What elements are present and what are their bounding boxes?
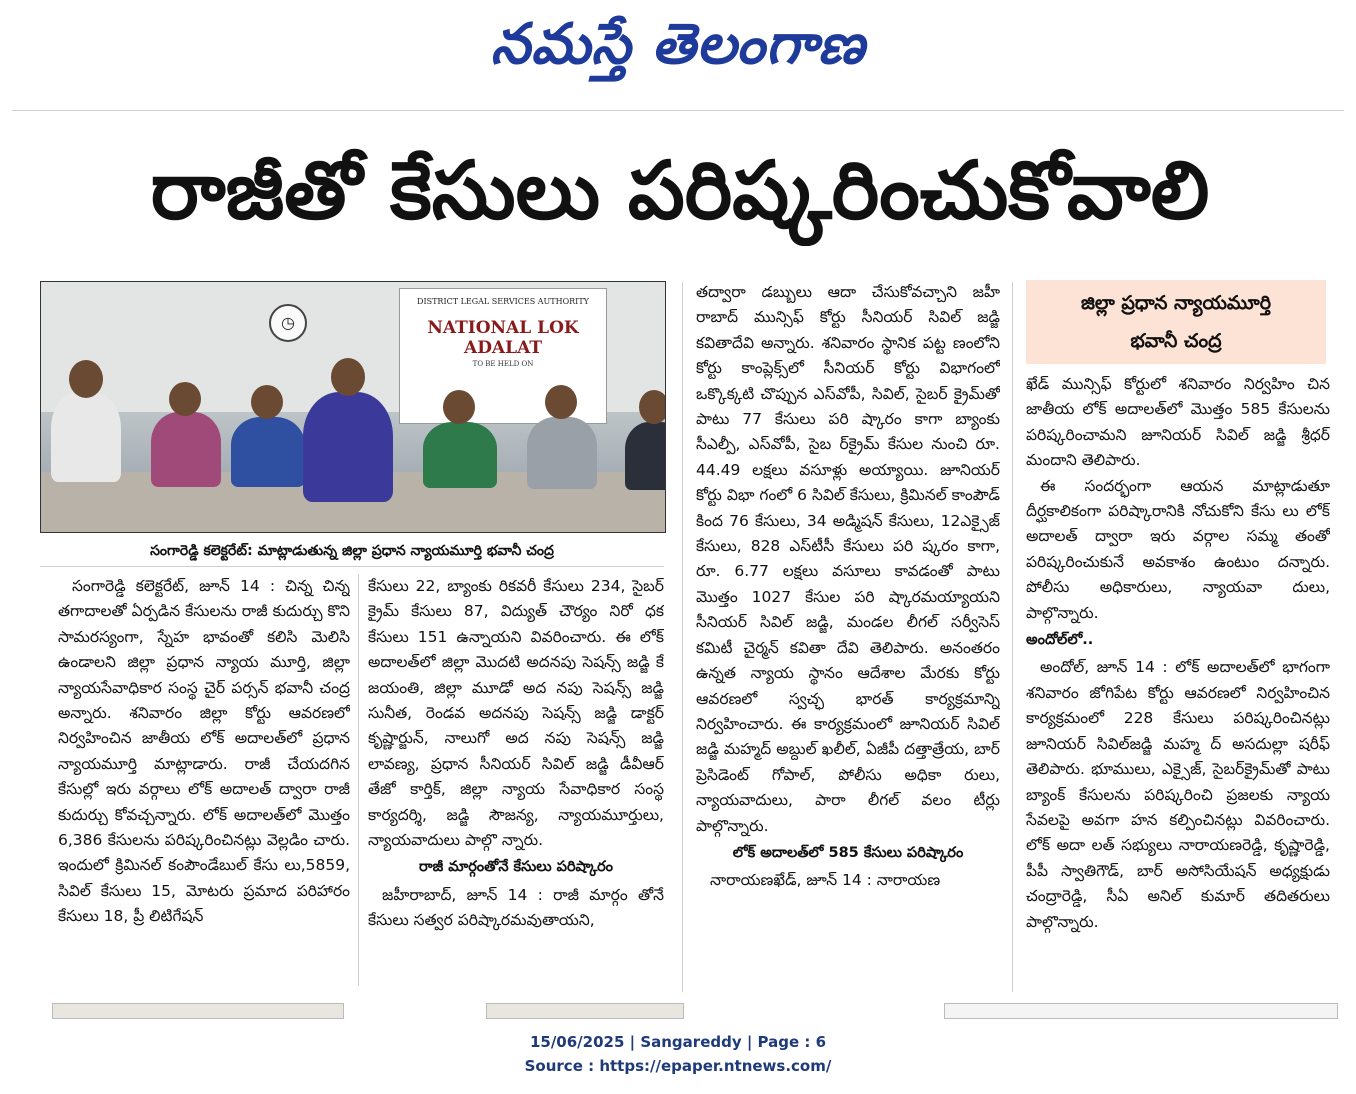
next-article-strip bbox=[52, 1003, 344, 1019]
photo-caption: సంగారెడ్డి కలెక్టరేట్: మాట్లాడుతున్న జిల్లా ప్రధాన న్యాయమూర్తి భవానీ చంద్ర bbox=[150, 543, 554, 559]
banner-line3: TO BE HELD ON bbox=[472, 360, 534, 368]
column-2 bbox=[368, 574, 664, 986]
headline: రాజీతో కేసులు పరిష్కరించుకోవాలి bbox=[150, 144, 1210, 237]
column-divider bbox=[358, 574, 359, 986]
person-figure bbox=[231, 417, 305, 487]
sidebar-highlight-line2: భవానీ చంద్ర bbox=[1130, 330, 1222, 352]
column-divider bbox=[1012, 282, 1013, 992]
column-4-text-b: ఈ సందర్భంగా ఆయన మాట్లాడుతూ దీర్ఘకాలికంగా పరిష్కారానికి నోచుకోని కేసు లు లోక్ అదాలత్ ద్వారా ఇరు వర్గాల సమ్మ తంతో పరిష్కరించుకునే అవకాశం ఉంటుం దన్నారు. పోలీసు అధికారులు, న్యాయవా దులు, పాల్గొన్నారు. bbox=[1026, 476, 1330, 622]
person-figure bbox=[423, 422, 497, 488]
news-photo bbox=[40, 281, 666, 533]
column-4-subhead: అందోల్‌లో.. bbox=[1026, 632, 1094, 649]
banner-line1: DISTRICT LEGAL SERVICES AUTHORITY bbox=[417, 297, 589, 306]
footer-source[interactable]: Source : https://epaper.ntnews.com/ bbox=[524, 1057, 832, 1075]
column-3-text-b: నారాయణఖేడ్, జూన్ 14 : నారాయణ bbox=[710, 871, 941, 890]
column-1-text: సంగారెడ్డి కలెక్టరేట్, జూన్ 14 : చిన్న చిన్న తగాదాలతో ఏర్పడిన కేసులను రాజీ కుదుర్చు కొని సామరస్యంగా, స్నేహ భావంతో కలిసి మెలిసి ఉండాలని జిల్లా ప్రధాన న్యాయ మూర్తి, జిల్లా న్యాయసేవాధికార సంస్థ చైర్ పర్సన్ భవానీ చంద్ర అన్నారు. శనివారం జిల్లా కోర్టు ఆవరణలో నిర్వహించిన జాతీయ లోక్ అదాలత్‌లో ప్రధాన న్యాయమూర్తి మాట్లాడారు. రాజీ చేయదగిన కేసుల్లో ఇరు వర్గాలు లోక్ అదాలత్ ద్వారా రాజీ కుదుర్చు కోవచ్చన్నారు. లోక్ అదాలత్‌లో మొత్తం 6,386 కేసులను పరిష్కరించినట్లు వెల్లడిం చారు. ఇందులో క్రిమినల్ కంపౌండేబుల్ కేసు లు,5859, సివిల్ కేసులు 15, మోటరు ప్రమాద పరిహారం కేసులు 18, ప్రీ లిటిగేషన్ bbox=[58, 577, 350, 926]
column-2-subhead: రాజీ మార్గంతోనే కేసులు పరిష్కారం bbox=[418, 859, 614, 876]
column-2-text-b: జహీరాబాద్, జూన్ 14 : రాజీ మార్గం తోనే కేసులు సత్వర పరిష్కారమవుతాయని, bbox=[368, 885, 664, 930]
person-figure bbox=[625, 422, 666, 490]
column-4 bbox=[1026, 372, 1330, 998]
sidebar-highlight-line1: జిల్లా ప్రధాన న్యాయమూర్తి bbox=[1081, 292, 1271, 314]
clock-icon: ◷ bbox=[269, 304, 307, 342]
caption-divider bbox=[40, 566, 664, 567]
column-4-text: ఖేడ్ మున్సిఫ్ కోర్టులో శనివారం నిర్వహిం చిన జాతీయ లోక్ అదాలత్‌లో మొత్తం 585 కేసులను పరిష్కరించామని జూనియర్ సివిల్ జడ్జి శ్రీధర్ మందాని తెలిపారు. bbox=[1026, 375, 1330, 470]
sidebar-highlight-box bbox=[1026, 280, 1326, 364]
column-1 bbox=[58, 574, 350, 986]
person-figure bbox=[303, 392, 393, 502]
column-3-text: తద్వారా డబ్బులు ఆదా చేసుకోవచ్చాని జహీ రాబాద్ మున్సిఫ్ కోర్టు సీనియర్ సివిల్ జడ్జి కవితాదేవి అన్నారు. శనివారం స్థానిక పట్ట ణంలోని కోర్టు కాంప్లెక్స్‌లో సీనియర్ కోర్టు విభాగంలో ఒక్కొక్కటి చొప్పున ఎస్‌వోపీ, సివిల్, సైబర్ క్రైమ్‌తో పాటు 77 కేసులు పరి ష్కారం కాగా బ్యాంకు సీఎల్పీ, ఎస్‌వోపీ, సైబ ర్‌క్రైమ్ కేసుల నుంచి రూ. 44.49 లక్షలు వసూళ్లు అయ్యాయి. జూనియర్ కోర్టు విభా గంలో 6 సివిల్ కేసులు, క్రిమినల్ కాంపౌడ్ కింద 76 కేసులు, 34 అడ్మిషన్ కేసులు, 12ఎక్సైజ్ కేసులు, 828 ఎస్‌టీసీ కేసులు పరి ష్కరం కాగా, రూ. 6.77 లక్షలు వసూలు కావడంతో పాటు మొత్తం 1027 కేసుల పరి ష్కారమయ్యాయని సీనియర్ సివిల్ జడ్జి, మండల లీగల్ సర్వీసెస్ కమిటీ చైర్మన్ కవితా దేవి తెలిపారు. అనంతరం ఉన్నత న్యాయ స్థానం ఆదేశాల మేరకు కోర్టు ఆవరణలో స్వచ్ఛ భారత్ కార్యక్రమాన్ని నిర్వహించారు. ఈ కార్యక్రమంలో జూనియర్ సివిల్ జడ్జి మహ్మద్ అబ్దుల్ ఖలీల్, ఏజీపీ దత్తాత్రేయ, బార్ ప్రెసిడెంట్ గోపాల్, పోలీసు అధికా రులు, న్యాయవాదులు, పారా లీగల్ వలం టీర్లు పాల్గొన్నారు. bbox=[696, 283, 1000, 835]
column-2-text: కేసులు 22, బ్యాంకు రికవరీ కేసులు 234, సైబర్ క్రైమ్ కేసులు 87, విద్యుత్ చౌర్యం నిరో ధక కేసులు 151 ఉన్నాయని వివరించారు. ఈ లోక్ అదాలత్‌లో జిల్లా మొదటి అదనపు సెషన్స్ జడ్జి కే జయంతి, జిల్లా మూడో అద నపు సెషన్స్ జడ్జి సునీత, రెండవ అదనపు సెషన్స్ జడ్జి డాక్టర్ కృష్ణార్జున్, నాలుగో అద నపు సెషన్స్ జడ్జి లావణ్య, ప్రధాన సీనియర్ సివిల్ జడ్జి డీవీఆర్ తేజో కార్తిక్, జిల్లా న్యాయ సేవాధికార సంస్థ కార్యదర్శి, జడ్జి సౌజన్య, న్యాయమూర్తులు, న్యాయవాదులు పాల్గొ న్నారు. bbox=[368, 577, 664, 850]
next-article-strip bbox=[944, 1003, 1338, 1019]
person-figure bbox=[151, 412, 221, 487]
footer-date-page: 15/06/2025 | Sangareddy | Page : 6 bbox=[529, 1033, 827, 1051]
masthead-divider bbox=[12, 110, 1344, 111]
person-figure bbox=[51, 392, 121, 482]
column-3 bbox=[696, 280, 1000, 992]
footer bbox=[0, 1030, 1356, 1078]
masthead-title: నమస్తే తెలంగాణ bbox=[490, 11, 866, 77]
column-3-subhead: లోక్ అదాలత్‌లో 585 కేసులు పరిష్కారం bbox=[732, 844, 964, 861]
person-figure bbox=[527, 417, 597, 489]
column-4-text-c: అందోల్, జూన్ 14 : లోక్ అదాలత్‌లో భాగంగా శనివారం జోగిపేట కోర్టు ఆవరణలో నిర్వహించిన కార్యక్రమంలో 228 కేసులు పరిష్కరించినట్లు జూనియర్ సివిల్‌జడ్జి మహ్మ ద్ అసదుల్లా షరీఫ్ తెలిపారు. భూములు, ఎక్సైజ్, సైబర్‌క్రైమ్‌తో పాటు బ్యాంక్ కేసులను పరిష్కరించి ప్రజలకు న్యాయ సేవలపై అవగా హన కల్పించినట్లు వివరించారు. లోక్ అదా లత్ సభ్యులు నారాయణరెడ్డి, కృష్ణారెడ్డి, పీపీ స్వాతిగౌడ్, బార్ అసోసియేషన్ అధ్యక్షుడు చంద్రారెడ్డి, సీఏ అనిల్ కుమార్ తదితరులు పాల్గొన్నారు. bbox=[1026, 658, 1330, 931]
banner-line2: NATIONAL LOK ADALAT bbox=[427, 318, 579, 358]
column-divider bbox=[682, 282, 683, 992]
next-article-strip bbox=[486, 1003, 684, 1019]
